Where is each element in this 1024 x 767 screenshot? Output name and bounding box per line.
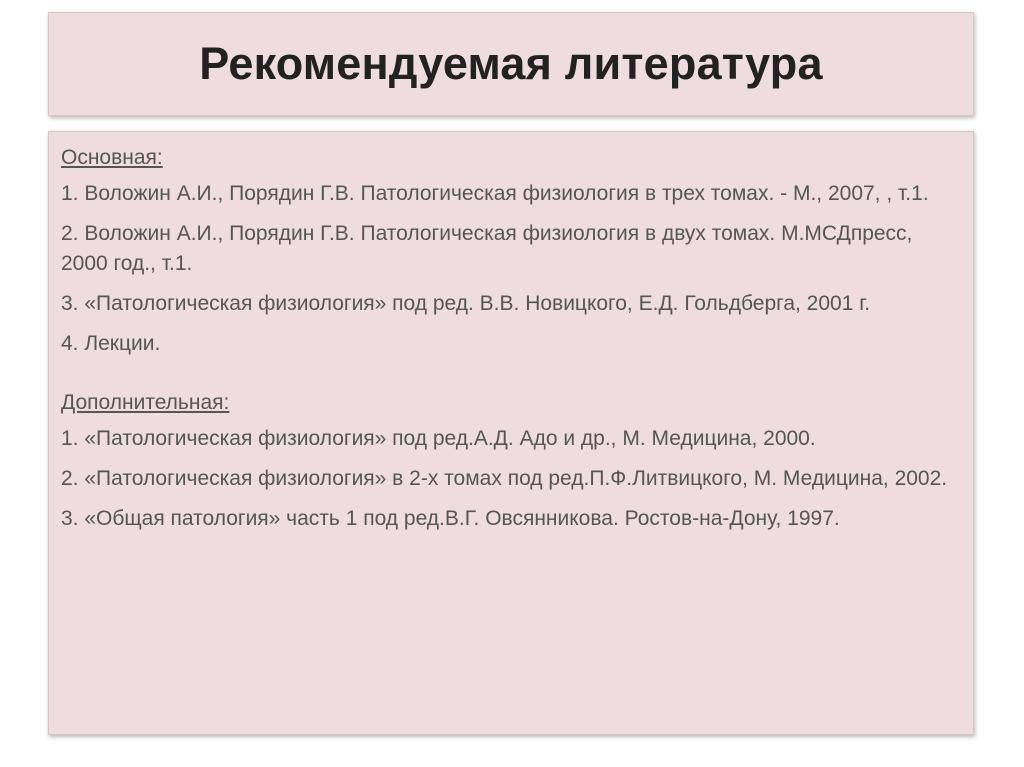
main-literature-heading: Основная:	[61, 146, 163, 169]
additional-literature-item: 2. «Патологическая физиология» в 2-х томах под ред.П.Ф.Литвицкого, М. Медицина, 2002.	[61, 467, 948, 490]
additional-literature-item: 1. «Патологическая физиология» под ред.А.Д. Адо и др., М. Медицина, 2000.	[61, 427, 816, 450]
main-literature-item: 1. Воложин А.И., Порядин Г.В. Патологическая физиология в трех томах. - М., 2007, , т.1.	[61, 182, 929, 205]
additional-literature-item: 3. «Общая патология» часть 1 под ред.В.Г. Овсянникова. Ростов-на-Дону, 1997.	[61, 507, 840, 530]
main-literature-item: 4. Лекции.	[61, 332, 161, 355]
slide-title: Рекомендуемая литература	[199, 38, 823, 89]
main-literature-item: 2. Воложин А.И., Порядин Г.В. Патологическая физиология в двух томах. М.МСДпресс, 2000 год., т.1.	[61, 222, 913, 275]
additional-literature-heading: Дополнительная:	[61, 391, 230, 414]
title-box	[48, 12, 974, 116]
section-spacer	[61, 369, 959, 388]
content-box	[48, 131, 974, 735]
main-literature-item: 3. «Патологическая физиология» под ред. В.В. Новицкого, Е.Д. Гольдберга, 2001 г.	[61, 292, 871, 315]
